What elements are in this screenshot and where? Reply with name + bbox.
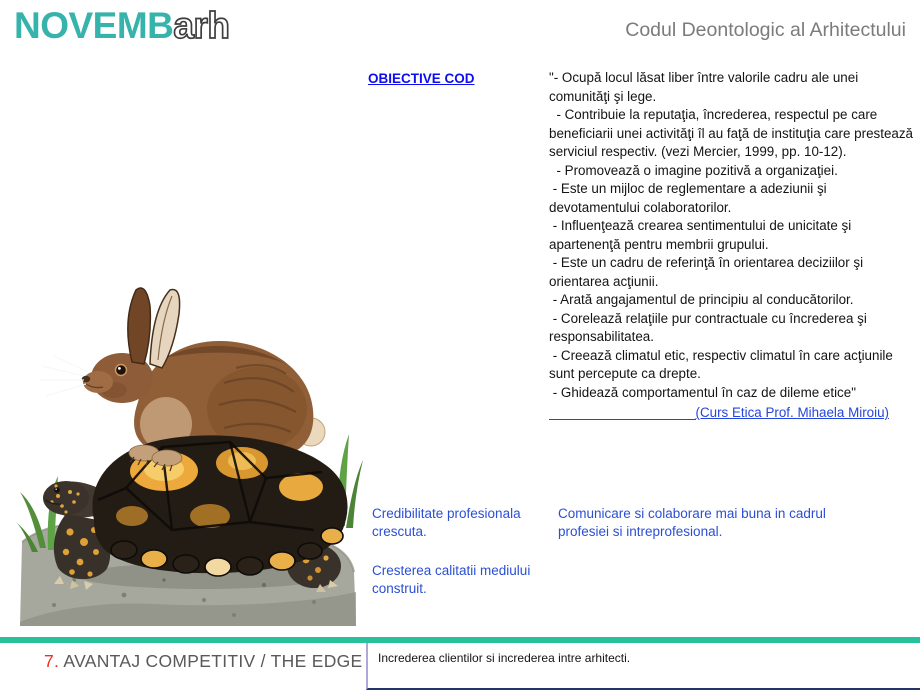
body-paragraph: - Arată angajamentul de principiu al conducătorilor. <box>549 292 854 307</box>
body-paragraph: - Contribuie la reputaţia, încrederea, respectul pe care beneficiarii unei activităţi îl au faţă de instituţia care prestează serviciul respectiv. (vezi Mercier, 1999, pp. 10-12). <box>549 107 917 159</box>
body-paragraph: - Este un mijloc de reglementare a adeziunii şi devotamentului colaboratorilor. <box>549 181 831 215</box>
body-paragraph: - Influenţează crearea sentimentului de unicitate şi apartenenţă pentru membrii grupului. <box>549 218 855 252</box>
benefit-credibility: Credibilitate profesionala crescuta. <box>372 506 521 539</box>
logo-text-arh: arh <box>173 5 230 46</box>
section-label-obiective-cod[interactable]: OBIECTIVE COD <box>368 71 475 86</box>
footer-slide-title <box>44 651 363 672</box>
body-paragraph: - Corelează relaţiile pur contractuale cu încrederea şi responsabilitatea. <box>549 310 871 344</box>
footer-note-box <box>366 643 920 690</box>
slide-title: Codul Deontologic al Arhitectului <box>625 19 906 41</box>
footer-note-text: Increderea clientilor si increderea intre arhitecti. <box>378 651 631 665</box>
hare-riding-tortoise-illustration <box>14 280 364 626</box>
citation-underline-lead <box>549 404 696 423</box>
slide-number: 7. <box>44 651 60 671</box>
benefit-communication: Comunicare si colaborare mai buna in cadrul profesiei si intreprofesional. <box>558 506 826 539</box>
body-paragraph: - Ghidează comportamentul în caz de dileme etice" <box>549 384 856 400</box>
logo <box>14 4 229 48</box>
logo-text-novemb: NOVEMB <box>14 5 174 46</box>
body-text-block <box>549 69 915 423</box>
benefit-quality: Cresterea calitatii mediului construit. <box>372 563 531 596</box>
body-paragraph: - Creează climatul etic, respectiv climatul în care acţiunile sunt percepute ca drepte. <box>549 347 897 381</box>
body-paragraph: "- Ocupă locul lăsat liber între valorile cadru ale unei comunităţi şi lege. <box>549 70 862 104</box>
citation-link[interactable]: (Curs Etica Prof. Mihaela Miroiu) <box>695 405 889 420</box>
citation-row <box>549 404 889 423</box>
body-paragraph: - Este un cadru de referinţă în orientarea deciziilor şi orientarea acţiunii. <box>549 255 867 289</box>
footer-title-text: AVANTAJ COMPETITIV / THE EDGE <box>63 651 363 671</box>
body-paragraph: - Promovează o imagine pozitivă a organizaţiei. <box>549 162 838 178</box>
